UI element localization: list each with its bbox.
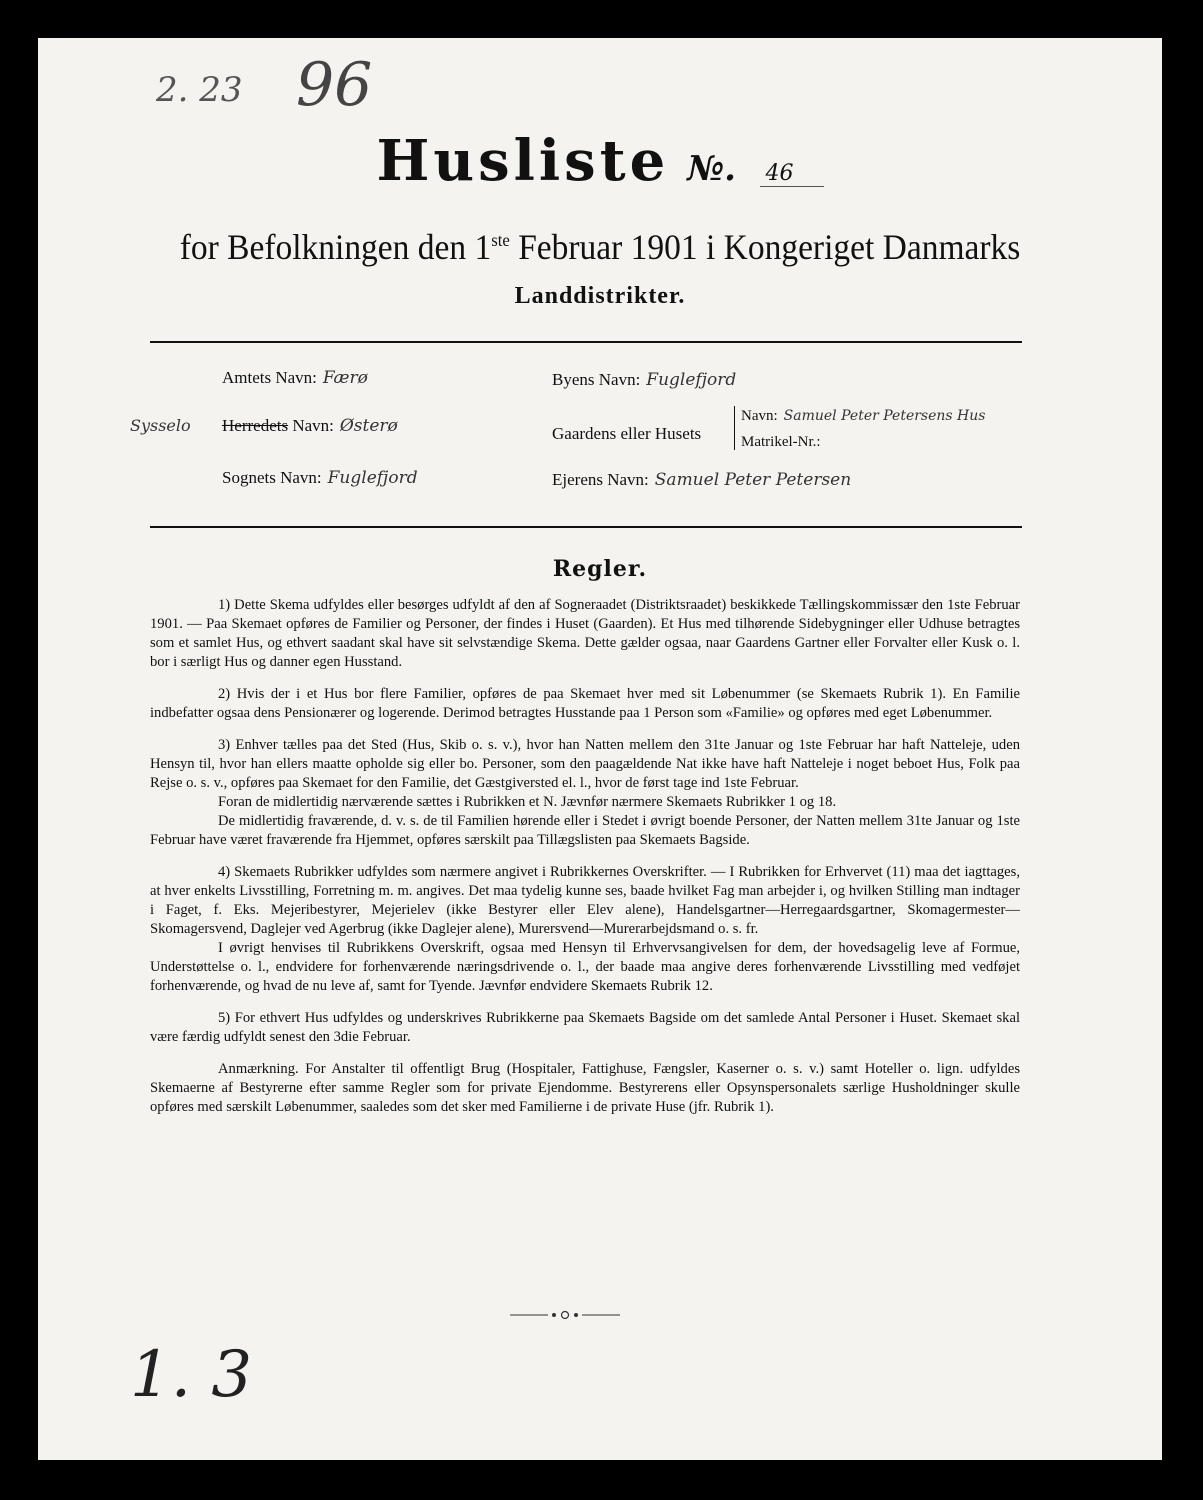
rule-3b: Foran de midlertidig nærværende sættes i Rubrikken et N. Jævnfør nærmere Skemaets Rubrikker 1 og 18. bbox=[218, 794, 837, 810]
byens-label: Byens Navn: bbox=[552, 370, 641, 389]
ejerens-field bbox=[552, 470, 851, 490]
amtets-label: Amtets Navn: bbox=[222, 368, 317, 387]
sognets-value: Fuglefjord bbox=[327, 468, 418, 488]
matrikel-label: Matrikel-Nr.: bbox=[741, 434, 821, 450]
sognets-field bbox=[222, 468, 418, 488]
rule-3a: 3) Enhver tælles paa det Sted (Hus, Skib o. s. v.), hvor han Natten mellem den 31te Januar og 1ste Februar har haft Natteleje, uden Hensyn til, hvor han ellers maatte opholde sig eller bo. Personer, som den paagældende Nat ikke have haft Natteleje i noget beboet Hus, Folk paa Rejse o. s. v., opføres paa Skemaet for den Familie, det Gæstgiversted el. l., hvor de først tage ind 1ste Februar. bbox=[150, 737, 1020, 791]
herredets-value: Østerø bbox=[339, 416, 398, 436]
rule-5: 5) For ethvert Hus udfyldes og underskrives Rubrikkerne paa Skemaets Bagside om det samlede Antal Personer i Huset. Skemaet skal være færdig udfyldt senest den 3die Februar. bbox=[150, 1010, 1020, 1045]
gaardens-label: Gaardens eller Husets bbox=[552, 424, 702, 443]
handwritten-mark-top-left: 2. 23 bbox=[156, 70, 243, 110]
annotation-note: Anmærkning. For Anstalter til offentligt Brug (Hospitaler, Fattighuse, Fængsler, Kaserner o. s. v.) samt Hoteller o. lign. udfyldes Skemaerne af Bestyrerne efter samme Regler som for private Ejendomme. Bestyrerens eller Opsynspersonalets særlige Husholdninger skulle opføres med særskilt Løbenummer, saaledes som det sker med Familierne i de private Huse (jfr. Rubrik 1). bbox=[150, 1061, 1020, 1115]
gaardens-bracket bbox=[734, 406, 735, 450]
navn-label: Navn: bbox=[741, 408, 778, 424]
title-text: Husliste bbox=[376, 128, 670, 194]
list-number: 46 bbox=[760, 161, 824, 187]
herredets-label-struck: Herredets bbox=[222, 416, 289, 435]
number-label: №. bbox=[687, 149, 737, 189]
rule-1: 1) Dette Skema udfyldes eller besørges udfyldt af den af Sogneraadet (Distriktsraadet) beskikkede Tællingskommissær den 1ste Februar 1901. — Paa Skemaet opføres de Familier og Personer, der findes i Huset (Gaarden). Et Hus med tilhørende Sidebygninger eller Udhuse betragtes som et samlet Hus, og ethvert saadant skal have sit selvstændige Skema. Dette gælder ogsaa, naar Gaardens Gartner eller Forvalter eller Kusk o. l. bor i særligt Hus og danner egen Husstand. bbox=[150, 597, 1020, 670]
navn-field bbox=[741, 408, 985, 425]
handwritten-page-number: 96 bbox=[296, 50, 373, 120]
subtitle-post: Februar 1901 i Kongeriget Danmarks bbox=[509, 227, 1021, 267]
rule-4b: I øvrigt henvises til Rubrikkens Overskrift, ogsaa med Hensyn til Erhvervsangivelsen for dem, der hovedsagelig leve af Formue, Understøttelse o. l., endvidere for forhenværende næringsdrivende o. l., der baade maa angive deres forhenværende Livsstilling med vedføjet forhenværende, og hvad de nu leve af, samt for Tyende. Jævnfør endvidere Skemaets Rubrik 12. bbox=[150, 940, 1020, 994]
rule-4a: 4) Skemaets Rubrikker udfyldes som nærmere angivet i Rubrikkernes Overskrifter. — I Rubrikken for Erhvervet (11) maa det iagttages, at hver enkelts Livsstilling, Forretning m. m. angives. Det maa tydelig kunne ses, baade hvilket Fag man arbejder i, og hvilken Stilling man indtager i Faget, f. Eks. Mejeribestyrer, Mejerielev (ikke Bestyrer eller Elev alene), Handelsgartner—Herregaardsgartner, Skomagermester—Skomagersvend, Daglejer ved Agerbrug (ikke Daglejer alene), Murersvend—Murerarbejdsmand o. s. fr. bbox=[150, 864, 1020, 937]
matrikel-field bbox=[741, 434, 821, 451]
handwritten-sysselo: Sysselo bbox=[130, 416, 191, 435]
subtitle-pre: for Befolkningen den 1 bbox=[179, 227, 492, 267]
form-subtitle bbox=[77, 226, 1122, 268]
rule-3c: De midlertidig fraværende, d. v. s. de til Familien hørende eller i Stedet i øvrigt boende Personer, der Natten mellem 31te Januar og 1ste Februar have været fraværende fra Hjemmet, opføres særskilt paa Tillægslisten paa Skemaets Bagside. bbox=[150, 813, 1020, 848]
amtets-value: Færø bbox=[322, 368, 368, 388]
navn-value: Samuel Peter Petersens Hus bbox=[783, 408, 986, 424]
herredets-field bbox=[222, 416, 398, 436]
gaardens-field bbox=[552, 424, 701, 444]
rules-body bbox=[150, 596, 1020, 1130]
handwritten-mark-bottom-left: 1. 3 bbox=[130, 1338, 253, 1412]
rules-heading: Regler. bbox=[552, 556, 648, 582]
amtets-field bbox=[222, 368, 368, 388]
ornament-icon bbox=[510, 1309, 620, 1321]
district-heading: Landdistrikter. bbox=[514, 283, 686, 309]
form-title bbox=[38, 128, 1162, 194]
ornament-divider bbox=[510, 1308, 620, 1320]
rule-2: 2) Hvis der i et Hus bor flere Familier, opføres de paa Skemaet hver med sit Løbenummer (se Skemaets Rubrik 1). En Familie indbefatter ogsaa dens Pensionærer og logerende. Derimod betragtes Husstande paa 1 Person som «Familie» og opføres med eget Løbenummer. bbox=[150, 686, 1020, 721]
sognets-label: Sognets Navn: bbox=[222, 468, 322, 487]
ejerens-value: Samuel Peter Petersen bbox=[654, 470, 852, 490]
byens-field bbox=[552, 370, 736, 390]
subtitle-sup: ste bbox=[491, 230, 510, 250]
top-divider bbox=[150, 341, 1022, 343]
middle-divider bbox=[150, 526, 1022, 528]
herredets-label: Navn: bbox=[288, 416, 334, 435]
census-form-page bbox=[38, 38, 1162, 1460]
ejerens-label: Ejerens Navn: bbox=[552, 470, 649, 489]
byens-value: Fuglefjord bbox=[646, 370, 737, 390]
